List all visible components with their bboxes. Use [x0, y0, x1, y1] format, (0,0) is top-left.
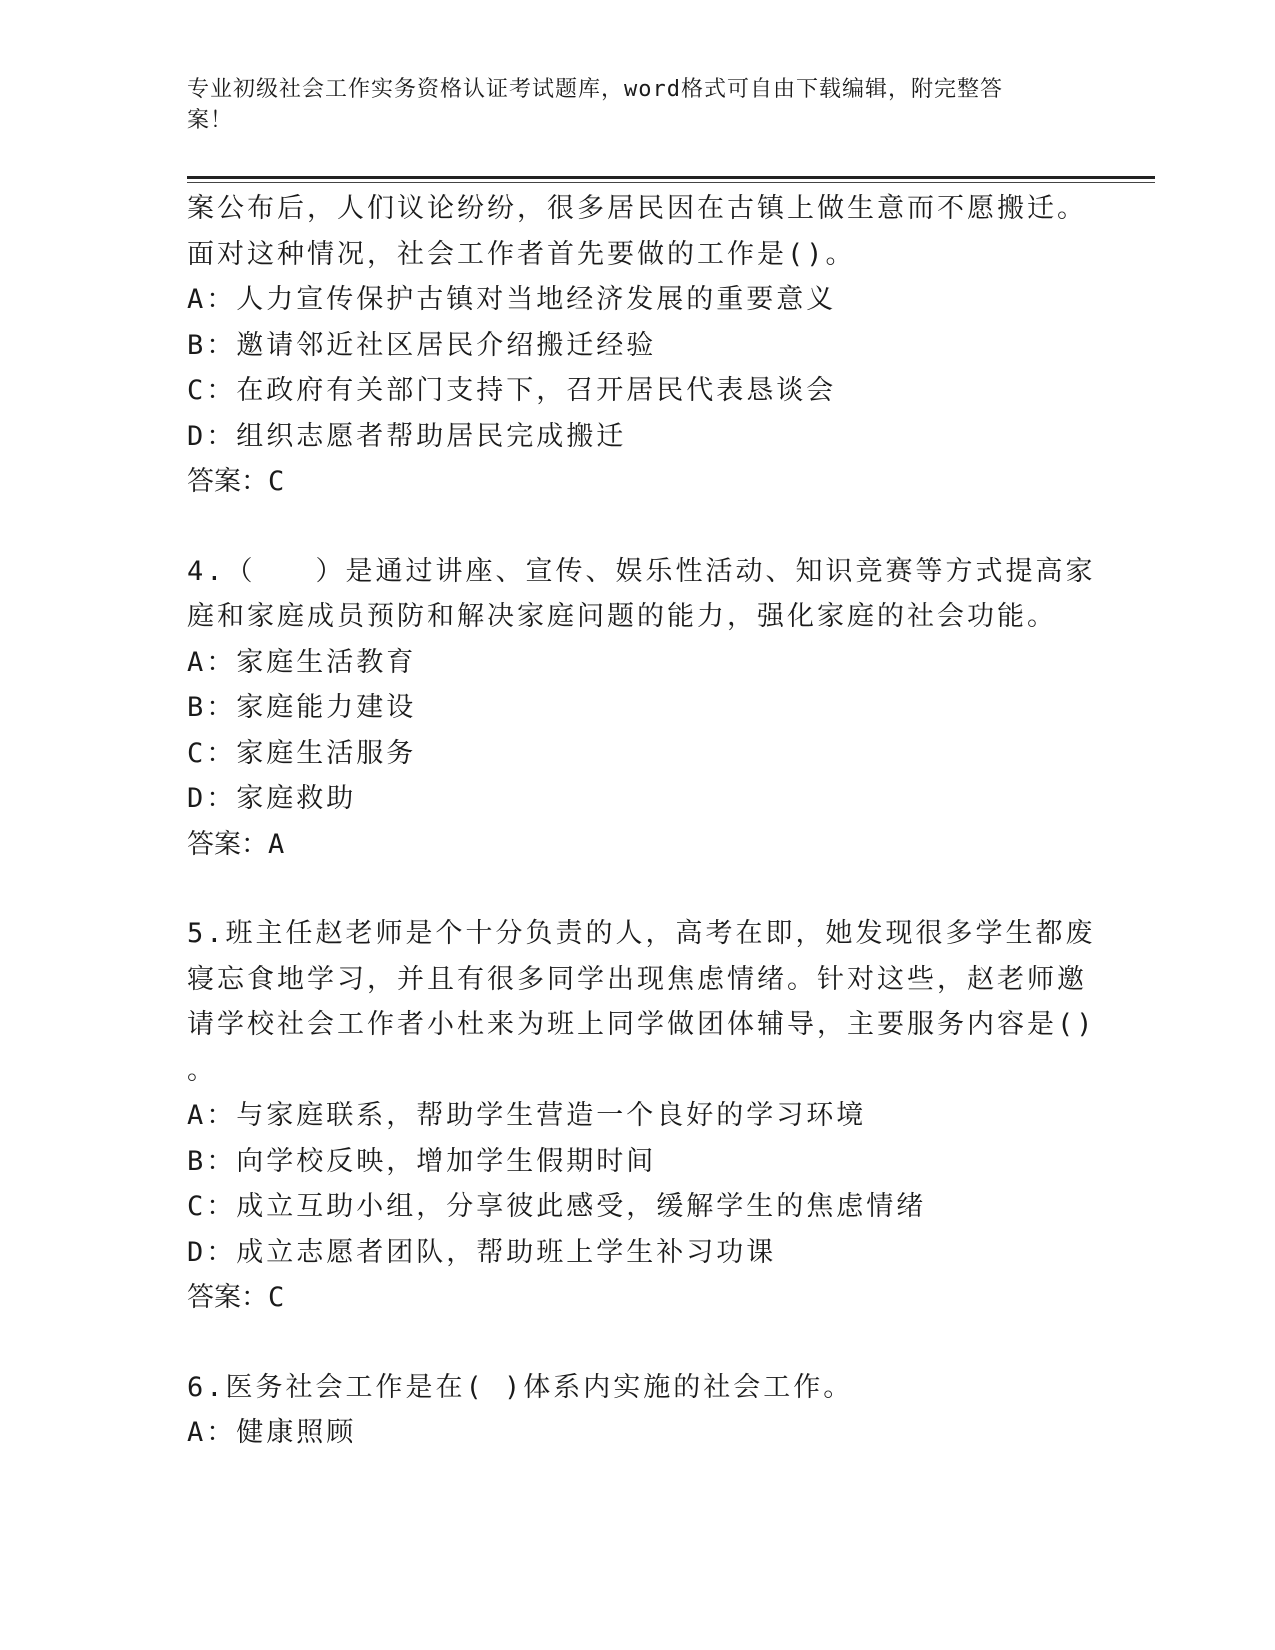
answer-line	[187, 822, 1067, 868]
answer-line	[187, 1275, 1067, 1321]
option-c: C：家庭生活服务	[187, 737, 417, 769]
option-c: C：成立互助小组，分享彼此感受，缓解学生的焦虑情绪	[187, 1191, 927, 1222]
question-stem-line: 案公布后，人们议论纷纷，很多居民因在古镇上做生意而不愿搬迁。	[187, 193, 1087, 224]
header-divider-thick	[187, 176, 1155, 179]
header-divider-thin	[187, 182, 1155, 183]
option-d: D：成立志愿者团队，帮助班上学生补习功课	[187, 1236, 777, 1268]
answer-label: 答案：	[187, 466, 268, 497]
question-list	[187, 186, 1096, 1456]
answer-value: A	[268, 828, 286, 860]
question-stem-line: 4.（ ）是通过讲座、宣传、娱乐性活动、知识竞赛等方式提高家	[187, 555, 1096, 587]
answer-label: 答案：	[187, 1282, 268, 1313]
option-d: D：家庭救助	[187, 783, 357, 814]
option-a: A：健康照顾	[187, 1417, 357, 1448]
question-stem-line: 。	[187, 1054, 217, 1086]
answer-label: 答案：	[187, 828, 268, 860]
question-item	[187, 549, 1096, 868]
question-stem-line: 面对这种情况，社会工作者首先要做的工作是()。	[187, 238, 856, 270]
question-stem-line: 5.班主任赵老师是个十分负责的人，高考在即，她发现很多学生都废	[187, 918, 1096, 949]
question-spacer	[187, 1321, 1067, 1365]
question-stem-line: 寝忘食地学习，并且有很多同学出现焦虑情绪。针对这些，赵老师邀	[187, 963, 1087, 995]
question-spacer	[187, 867, 1067, 911]
option-b: B：家庭能力建设	[187, 692, 417, 723]
page-header	[187, 74, 1067, 136]
question-item	[187, 1365, 1067, 1456]
option-c: C：在政府有关部门支持下，召开居民代表恳谈会	[187, 375, 837, 406]
question-item	[187, 186, 1087, 505]
answer-value: C	[268, 1282, 286, 1313]
question-stem-line: 请学校社会工作者小杜来为班上同学做团体辅导，主要服务内容是()	[187, 1009, 1096, 1040]
option-a: A：与家庭联系，帮助学生营造一个良好的学习环境	[187, 1100, 867, 1131]
header-line-2: 案！	[187, 108, 234, 133]
header-line-1: 专业初级社会工作实务资格认证考试题库，word格式可自由下载编辑，附完整答	[187, 77, 1003, 102]
option-b: B：邀请邻近社区居民介绍搬迁经验	[187, 329, 657, 361]
option-b: B：向学校反映，增加学生假期时间	[187, 1145, 657, 1177]
question-stem-line: 6.医务社会工作是在( )体系内实施的社会工作。	[187, 1371, 854, 1403]
answer-line	[187, 459, 1067, 505]
question-spacer	[187, 505, 1067, 549]
question-stem-line: 庭和家庭成员预防和解决家庭问题的能力，强化家庭的社会功能。	[187, 601, 1057, 632]
answer-value: C	[268, 466, 286, 497]
option-a: A：家庭生活教育	[187, 646, 417, 678]
option-a: A：人力宣传保护古镇对当地经济发展的重要意义	[187, 284, 837, 315]
option-d: D：组织志愿者帮助居民完成搬迁	[187, 420, 627, 452]
question-item	[187, 911, 1096, 1321]
